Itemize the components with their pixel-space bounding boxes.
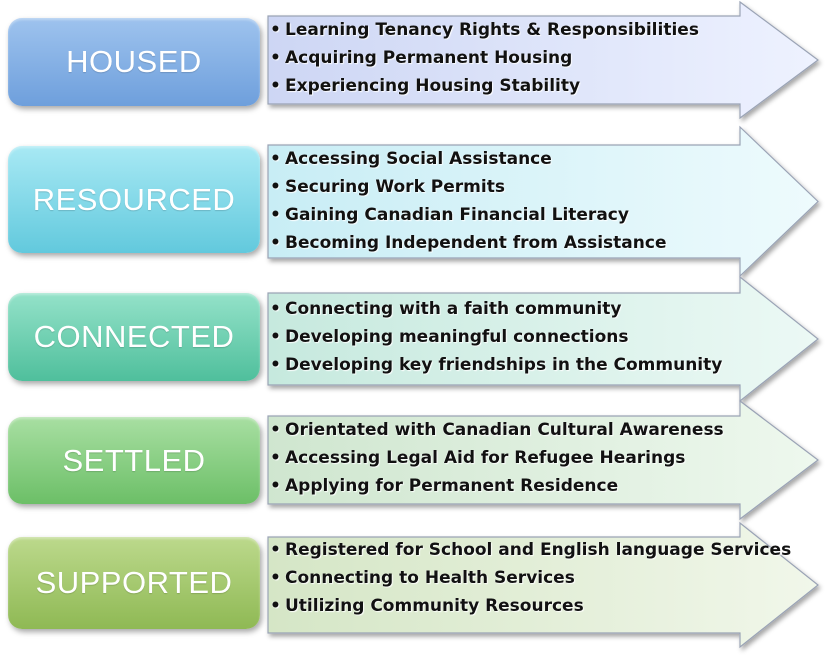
bullet-text: Accessing Legal Aid for Refugee Hearings: [285, 448, 686, 468]
bullet-text: Experiencing Housing Stability: [285, 76, 581, 96]
bullet-text: Becoming Independent from Assistance: [285, 233, 667, 253]
bullet-dot-icon: •: [270, 233, 281, 253]
bullet-dot-icon: •: [270, 476, 281, 496]
stage-label-settled: SETTLED: [8, 417, 260, 504]
bullet-text: Developing meaningful connections: [285, 327, 629, 347]
bullet-dot-icon: •: [270, 420, 281, 440]
bullet-list: [270, 536, 791, 620]
bullet-text: Utilizing Community Resources: [285, 596, 584, 616]
bullet-text: Orientated with Canadian Cultural Awareness: [285, 420, 724, 440]
bullet-dot-icon: •: [270, 596, 281, 616]
stage-label-connected: CONNECTED: [8, 293, 260, 381]
stage-label-supported: SUPPORTED: [8, 537, 260, 629]
bullet-text: Securing Work Permits: [285, 177, 505, 197]
bullet-text: Connecting with a faith community: [285, 299, 622, 319]
bullet-dot-icon: •: [270, 20, 281, 40]
bullet-text: Acquiring Permanent Housing: [285, 48, 573, 68]
bullet-text: Developing key friendships in the Community: [285, 355, 723, 375]
bullet-dot-icon: •: [270, 48, 281, 68]
bullet-text: Gaining Canadian Financial Literacy: [285, 205, 629, 225]
stage-label-resourced: RESOURCED: [8, 146, 260, 253]
bullet-text: Learning Tenancy Rights & Responsibilities: [285, 20, 699, 40]
bullet-dot-icon: •: [270, 327, 281, 347]
bullet-text: Accessing Social Assistance: [285, 149, 552, 169]
stage-label-housed: HOUSED: [8, 18, 260, 106]
bullet-dot-icon: •: [270, 568, 281, 588]
bullet-dot-icon: •: [270, 149, 281, 169]
bullet-item: [270, 536, 791, 564]
bullet-text: Applying for Permanent Residence: [285, 476, 619, 496]
bullet-item: [270, 592, 791, 620]
bullet-text: Registered for School and English language Services: [285, 540, 792, 560]
bullet-dot-icon: •: [270, 205, 281, 225]
bullet-dot-icon: •: [270, 540, 281, 560]
bullet-dot-icon: •: [270, 355, 281, 375]
bullet-dot-icon: •: [270, 299, 281, 319]
bullet-dot-icon: •: [270, 177, 281, 197]
bullet-item: [270, 564, 791, 592]
bullet-dot-icon: •: [270, 76, 281, 96]
bullet-dot-icon: •: [270, 448, 281, 468]
bullet-text: Connecting to Health Services: [285, 568, 575, 588]
